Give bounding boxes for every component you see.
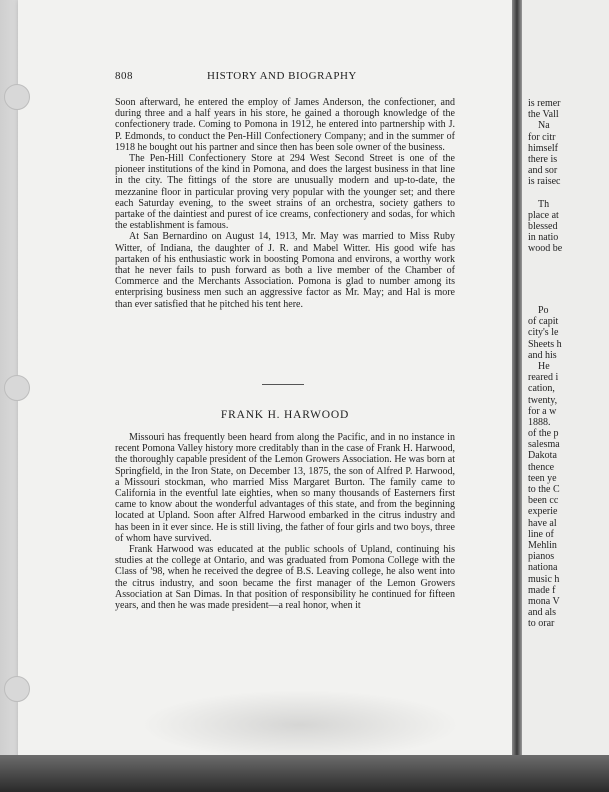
right-line: and als: [528, 607, 557, 619]
paragraph: Frank Harwood was educated at the public schools of Upland, continuing his studies at the college at Ontario, and was graduated from Pomona College with the Class of '98, when he received the degree of B.S. Leaving college, he also went into the citrus industry, and soon became the first manager of the Lemon Growers Association at San Dimas. In that position of responsibility he continued for fifteen years, and then he was made president—a real honor, when it: [115, 544, 455, 612]
paragraph: Soon afterward, he entered the employ of James Anderson, the confectioner, and during three and a half years in his store, he gained a thorough knowledge of the confectionery trade. Coming to Pomona in 1912, he entered into partnership with J. P. Edmonds, to conduct the Pen-Hill Confectionery Company; and in the summer of 1918 he bought out his partner and since then has been sole owner of the business.: [115, 97, 455, 153]
right-line: of capit: [528, 316, 559, 328]
right-page-column-bottom: [528, 305, 609, 629]
right-line: been cc: [528, 495, 559, 507]
right-line: have al: [528, 517, 557, 529]
right-line: for citr: [528, 131, 556, 143]
right-line: nationa: [528, 562, 558, 574]
right-line: city's le: [528, 327, 559, 339]
right-line: experie: [528, 506, 558, 518]
right-line: Po: [538, 305, 549, 316]
right-line: Dakota: [528, 450, 557, 462]
right-line: mona V: [528, 595, 560, 607]
right-line: pianos: [528, 551, 555, 563]
right-line: there is: [528, 153, 558, 165]
page-number: 808: [115, 70, 133, 82]
article-column-bottom: [115, 432, 455, 611]
right-line: the Vall: [528, 109, 559, 121]
right-page: [522, 0, 609, 760]
right-page-column-top: [528, 98, 609, 255]
right-line: He: [538, 360, 550, 372]
right-line: thence: [528, 461, 555, 473]
right-line: Th: [538, 198, 550, 210]
running-head: HISTORY AND BIOGRAPHY: [207, 70, 357, 82]
paragraph: Missouri has frequently been heard from along the Pacific, and in no instance in recent Pomona Valley history more creditably than in the case of Frank H. Harwood, the thoroughly capable president of the Lemon Growers Association. He was born at Springfield, in the Iron State, on December 13, 1875, the son of Alfred P. Harwood, a Missouri stockman, who married Miss Margaret Burton. The family came to California in the eventful late eighties, when so many thousands of Easterners first came to know about the wonderful advantages of this state, and from the beginning located at Upland. Soon after Alfred Harwood embarked in the citrus industry and has been in it ever since. He is still living, the father of four girls and two boys, three of whom have survived.: [115, 432, 455, 544]
right-line: [528, 188, 609, 199]
right-line: teen ye: [528, 472, 557, 484]
paragraph: The Pen-Hill Confectionery Store at 294 West Second Street is one of the pioneer institutions of the kind in Pomona, and does the largest business in that line in the city. The fittings of the store are unusually modern and up-to-date, the mezzanine floor in particular proving very popular with the younger set; and there each Saturday evening, to the sweet strains of an orchestra, society gathers to partake of the daintiest and purest of ice creams, confectionery and sodas, for which the establishment is famous.: [115, 153, 455, 232]
right-line: himself: [528, 142, 558, 154]
right-line: Mehlin: [528, 539, 557, 551]
book-gutter: [512, 0, 522, 760]
scan-bottom-edge: [0, 755, 609, 792]
right-line: blessed: [528, 221, 558, 233]
right-line: salesma: [528, 439, 560, 451]
right-line: to the C: [528, 484, 560, 495]
right-line: 1888.: [528, 416, 551, 428]
right-line: and sor: [528, 165, 558, 177]
scan-smudge: [140, 690, 460, 760]
punch-hole: [4, 375, 30, 401]
section-divider: [262, 384, 304, 385]
right-line: of the p: [528, 428, 559, 440]
right-line: is raisec: [528, 176, 561, 188]
right-line: music h: [528, 573, 560, 585]
right-line: place at: [528, 209, 559, 221]
right-line: reared i: [528, 372, 559, 384]
paragraph: At San Bernardino on August 14, 1913, Mr. May was married to Miss Ruby Witter, of Indiana, the daughter of J. R. and Mabel Witter. His good wife has partaken of his enthusiastic work in boosting Pomona and environs, a worthy work that he never fails to push forward as both a live member of the Chamber of Commerce and the Merchants Association. Pomona is glad to number among its enterprising business men such an aggressive factor as Mr. May; and Hal is more than ever satisfied that he pitched his tent here.: [115, 231, 455, 310]
right-line: and his: [528, 349, 557, 361]
article-column-top: [115, 97, 455, 310]
right-line: to orar: [528, 618, 555, 630]
punch-hole: [4, 84, 30, 110]
right-line: Na: [538, 120, 550, 132]
right-line: wood be: [528, 243, 563, 255]
right-line: Sheets h: [528, 338, 562, 350]
right-line: is remer: [528, 98, 561, 109]
right-line: cation,: [528, 383, 555, 395]
section-title: FRANK H. HARWOOD: [220, 409, 350, 421]
right-line: for a w: [528, 405, 557, 417]
punch-hole: [4, 676, 30, 702]
right-line: made f: [528, 584, 556, 596]
right-line: line of: [528, 528, 554, 540]
right-line: twenty,: [528, 394, 558, 406]
right-line: in natio: [528, 232, 559, 244]
